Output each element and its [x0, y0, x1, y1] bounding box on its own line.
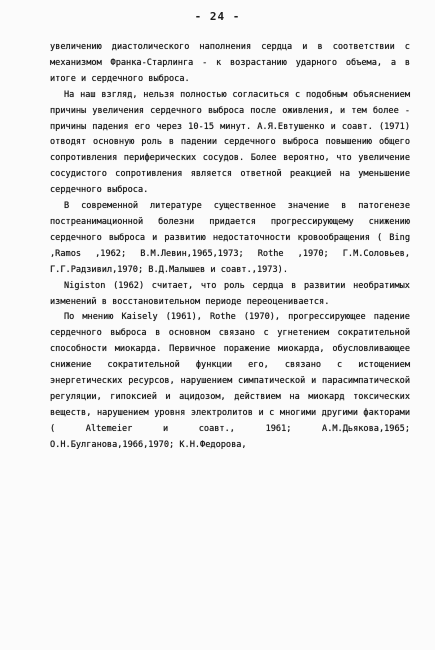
- paragraph-continuation: увеличению диастолического наполнения сердца и в соответствии с механизмом Франка-Старлинга - к возрастанию ударного объема, а в итоге и сердечного выброса.: [50, 42, 410, 84]
- body-text: [50, 40, 410, 454]
- paragraph-nigiston: Nigiston (1962) считает, что роль сердца в развитии необратимых изменений в восстановительном периоде переоценивается.: [50, 280, 410, 307]
- paragraph-literature-review: В современной литературе существенное значение в патогенезе постреанимационной болезни придается прогрессирующему снижению сердечного выброса и развитию недостаточности кровообращения ( Bing ,Ramos ,1962; В.М.Левин,1965,1973; Rothe ,1970; Г.М.Соловьев, Г.Г.Радзивил,1970; В.Д.Малышев и соавт.,1973).: [50, 201, 410, 275]
- paragraph-contractility: По мнению Kaisely (1961), Rothe (1970), прогрессирующее падение сердечного выброса в основном связано с угнетением сократительной способности миокарда. Первичное поражение миокарда, обусловливающее снижение сократительной функции его, связано с истощением энергетических ресурсов, нарушением симпатической и парасимпатической регуляции, гипоксией и ацидозом, действием на миокард токсических веществ, нарушением уровня электролитов и с многими другими факторами ( Altemeier и соавт., 1961; А.М.Дьякова,1965; О.Н.Булганова,1966,1970; К.Н.Федорова,: [50, 312, 410, 450]
- page-number: - 24 -: [194, 10, 241, 23]
- paragraph-cardiac-output-explanation: На наш взгляд, нельзя полностью согласиться с подобным объяснением причины увеличения сердечного выброса после оживления, и тем более - причины падения его через 10-15 минут. А.Я.Евтушенко и соавт. (1971) отводят основную роль в падении сердечного выброса повышению общего сопротивления периферических сосудов. Более вероятно, что увеличение сосудистого сопротивления является ответной реакцией на уменьшение сердечного выброса.: [50, 89, 410, 196]
